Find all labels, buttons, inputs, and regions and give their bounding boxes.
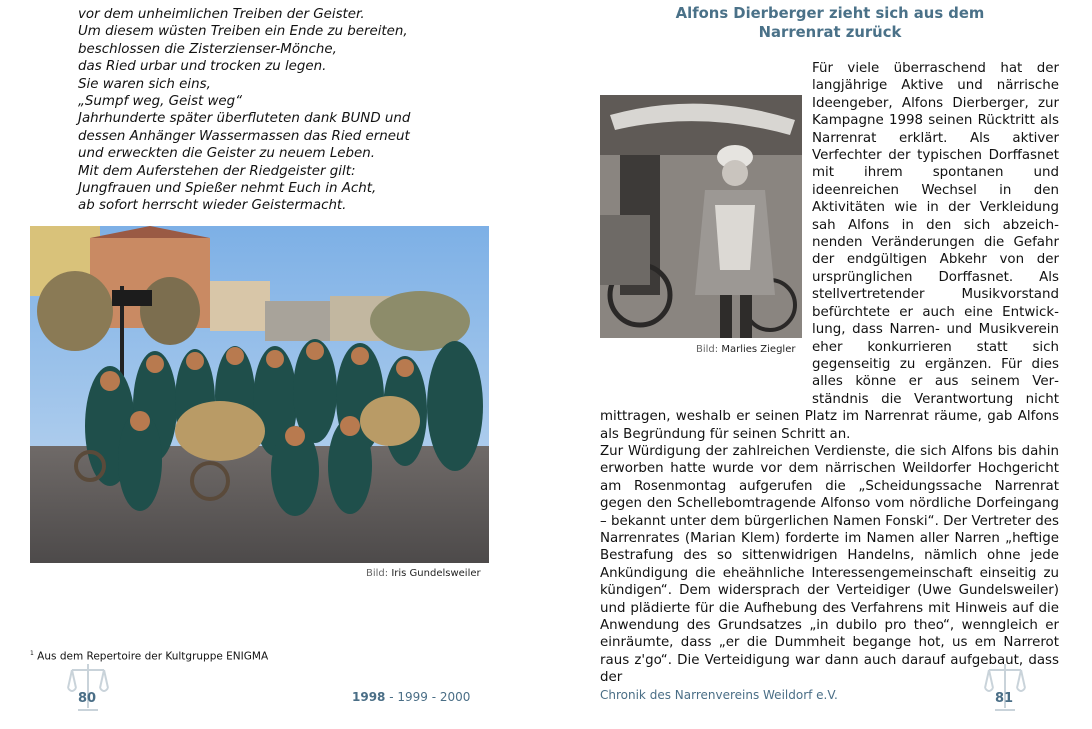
poem-line: dessen Anhänger Wassermassen das Ried erneut <box>78 128 410 144</box>
article-title <box>600 5 1060 42</box>
left-page-number: 80 <box>78 691 97 706</box>
article-paragraph-1-text: Für viele überraschend hat der langjährige Aktive und närrische Ideengeber, Alfons Dierberger, zur Kampagne 1998 seinen Rücktritt als Narrenrat erklärt. Als aktiver Verfechter der typischen Dorffasnet mit ihrem spontanen und ideenreichen Wechsel in den Aktivitäten wie in der Verkleidung sah Alfons in den sich abzeichnenden Veränderungen die Gefahr der endgültigen Abkehr von der ursprünglichen Dorffasnet. Als stellvertretender Musikvorstand befürchtete er auch eine Entwicklung, dass Narren- und Musikverein eher konkurrieren statt sich gegenseitig zu ergänzen. Für dies alles könne er aus seinem Verständnis die Verantwortung nicht mittragen, weshalb er seinen Platz im Narrenrat räume, gab Alfons als Begründung für seinen Schritt an. <box>600 61 1059 442</box>
footnote-mark: 1 <box>30 650 34 657</box>
poem <box>78 6 410 215</box>
poem-line: das Ried urbar und trocken zu legen. <box>78 59 327 75</box>
current-year: 1998 <box>352 690 386 704</box>
poem-line: Mit dem Auferstehen der Riedgeister gilt: <box>78 163 356 179</box>
poem-line: ab sofort herrscht wieder Geistermacht. <box>78 198 347 214</box>
poem-line: Um diesem wüsten Treiben ein Ende zu bereiten, <box>78 24 408 40</box>
caption-label: Bild: <box>696 344 719 356</box>
caption-photographer: Iris Gundelsweiler <box>391 568 481 579</box>
right-photo-caption <box>696 341 902 358</box>
chronicle-footer: Chronik des Narrenvereins Weildorf e.V. <box>600 688 838 702</box>
title-line-2: Narrenrat zurück <box>758 23 902 41</box>
poem-line: beschlossen die Zisterzienser-Mönche, <box>78 41 337 57</box>
poem-line: „Sumpf weg, Geist weg“ <box>78 94 243 110</box>
years-footer <box>352 690 470 704</box>
poem-line: und erweckten die Geister zu neuem Leben. <box>78 146 375 162</box>
poem-line: Jahrhunderte später überfluteten dank BUND und <box>78 111 411 127</box>
footnote-text: Aus dem Repertoire der Kultgruppe ENIGMA <box>37 650 269 663</box>
portrait-float <box>600 95 806 392</box>
poem-line: vor dem unheimlichen Treiben der Geister. <box>78 7 365 22</box>
left-photo-caption <box>366 568 481 579</box>
article-text <box>600 60 1059 687</box>
carnival-group-photo <box>30 226 489 563</box>
poem-line: Jungfrauen und Spießer nehmt Euch in Acht, <box>78 181 377 197</box>
title-line-1: Alfons Dierberger zieht sich aus dem <box>675 5 985 22</box>
other-years: - 1999 - 2000 <box>385 690 471 704</box>
caption-photographer: Marlies Ziegler <box>721 344 796 356</box>
caption-label: Bild: <box>366 568 389 579</box>
alfons-portrait-photo <box>600 95 802 338</box>
poem-line: Sie waren sich eins, <box>78 76 211 92</box>
right-page-number: 81 <box>995 691 1014 706</box>
article-paragraph-2-text: Zur Würdigung der zahlreichen Verdienste, die sich Alfons bis dahin erworben hatte wurde vor dem närrischen Weildorfer Hochgericht am Rosenmontag aufgerufen die „Scheidungssache Narrenrat gegen den Schellebomtragende Alfonso vom nördliche Dorfeingang – bekannt unter dem bürgerlichen Namen Fonski“. Der Vertreter des Narrenrates (Marian Klem) forderte im Namen aller Narren „heftige Bestrafung des so sittenwidrigen Handelns, nämlich ohne jede Ankündigung die eheähnliche Interessengemeinschaft einseitig zu kündigen“. Dem widersprach der Verteidiger (Uwe Gundelsweiler) und plädierte für die Aufhebung des Verfahrens mit Hinweis auf die Anwendung des Grundsatzes „in dubilo pro theo“, wenngleich er einräumte, dass „er die Dummheit begange hot, us em Narrerot raus z'go“. Die Verteidigung war dann auch darauf aufgebaut, dass der <box>600 443 1059 686</box>
